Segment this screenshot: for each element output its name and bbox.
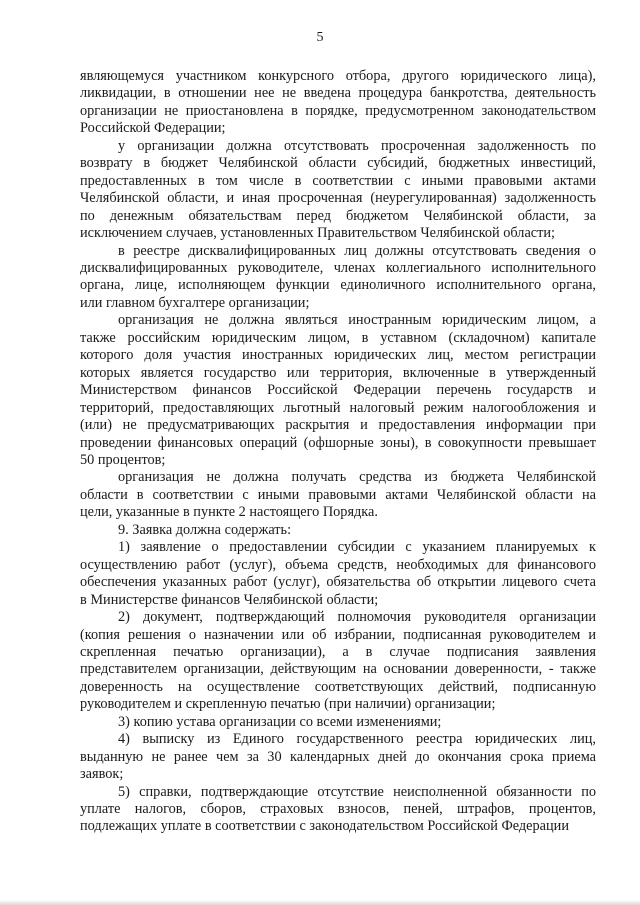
paragraph-line: в реестре дисквалифицированных лиц должны отсутствовать сведения о xyxy=(118,242,596,259)
paragraph-line: или главном бухгалтере организации; xyxy=(80,294,310,311)
paragraph-line: дисквалифицированных руководителе, членах коллегиального исполнительного xyxy=(80,259,596,276)
paragraph xyxy=(80,312,596,469)
paragraph-line: обеспечения указанных работ (услуг), обязательства об открытии лицевого счета xyxy=(80,574,596,591)
paragraph-line: которого доля участия иностранных юридических лиц, местом регистрации xyxy=(80,347,596,364)
paragraph xyxy=(80,68,596,138)
paragraph xyxy=(80,138,596,243)
paragraph-line: которых является государство или территория, включенные в утвержденный xyxy=(80,364,596,381)
paragraph-line: органа, лице, исполняющем функции единоличного исполнительного органа, xyxy=(80,277,596,294)
paragraph-line: (копия решения о назначении или об избрании, подписанная руководителем и xyxy=(80,626,596,643)
paragraph-line: подлежащих уплате в соответствии с законодательством Российской Федерации xyxy=(80,818,569,835)
paragraph-line: Министерством финансов Российской Федерации перечень государств и xyxy=(80,382,596,399)
paragraph-line: 50 процентов; xyxy=(80,451,166,468)
paragraph-line: возврату в бюджет Челябинской области субсидий, бюджетных инвестиций, xyxy=(80,155,596,172)
paragraph-line: доверенность на осуществление соответствующих действий, подписанную xyxy=(80,678,596,695)
paragraph-line: руководителем и скрепленную печатью (при наличии) организации; xyxy=(80,696,496,713)
paragraph-line: Российской Федерации; xyxy=(80,120,226,137)
paragraph-line: заявок; xyxy=(80,766,124,783)
paragraph-line: 3) копию устава организации со всеми изменениями; xyxy=(118,713,442,730)
paragraph xyxy=(80,522,596,539)
paragraph-line: уплате налогов, сборов, страховых взносов, пеней, штрафов, процентов, xyxy=(80,801,596,818)
paragraph-line: области в соответствии с иными правовыми актами Челябинской области на xyxy=(80,486,596,503)
paragraph-line: проведении финансовых операций (офшорные зоны), в совокупности превышает xyxy=(80,434,596,451)
paragraph-line: также российским юридическим лицом, в уставном (складочном) капитале xyxy=(80,329,596,346)
paragraph xyxy=(80,714,596,731)
paragraph-line: организация не должна являться иностранным юридическим лицом, а xyxy=(118,312,596,329)
paragraph-line: Челябинской области, и иная просроченная (неурегулированная) задолженность xyxy=(80,190,596,207)
paragraph-line: 2) документ, подтверждающий полномочия руководителя организации xyxy=(118,609,596,626)
paragraph xyxy=(80,731,596,783)
paragraph-line: территорий, предоставляющих льготный налоговый режим налогообложения и xyxy=(80,399,596,416)
paragraph-line: являющемуся участником конкурсного отбора, другого юридического лица), xyxy=(80,68,596,84)
paragraph-line: организации не приостановлена в порядке, предусмотренном законодательством xyxy=(80,102,596,119)
scan-bottom-edge xyxy=(0,900,640,905)
paragraph-line: цели, указанные в пункте 2 настоящего Порядка. xyxy=(80,504,378,521)
document-body xyxy=(80,68,596,836)
paragraph-line: ликвидации, в отношении нее не введена процедура банкротства, деятельность xyxy=(80,85,596,102)
paragraph-line: исключением случаев, установленных Правительством Челябинской области; xyxy=(80,225,556,242)
paragraph-line: представителем организации, действующим на основании доверенности, - также xyxy=(80,661,596,678)
paragraph-line: по денежным обязательствам перед бюджетом Челябинской области, за xyxy=(80,207,596,224)
paragraph-line: организация не должна получать средства из бюджета Челябинской xyxy=(118,469,596,486)
paragraph xyxy=(80,469,596,521)
paragraph-line: предоставленных в том числе в соответствии с иными правовыми актами xyxy=(80,172,596,189)
paragraph-line: 9. Заявка должна содержать: xyxy=(118,521,292,538)
paragraph-line: выданную не ранее чем за 30 календарных дней до окончания срока приема xyxy=(80,748,596,765)
paragraph-line: в Министерстве финансов Челябинской области; xyxy=(80,591,379,608)
paragraph xyxy=(80,784,596,836)
paragraph-line: 4) выписку из Единого государственного реестра юридических лиц, xyxy=(118,731,596,748)
paragraph xyxy=(80,243,596,313)
paragraph-line: у организации должна отсутствовать просроченная задолженность по xyxy=(118,137,596,154)
paragraph-line: 5) справки, подтверждающие отсутствие неисполненной обязанности по xyxy=(118,783,596,800)
paragraph-line: скрепленная печатью организации), а в случае подписания заявления xyxy=(80,643,596,660)
paragraph-line: (или) не предусматривающих раскрытия и предоставления информации при xyxy=(80,417,596,434)
page-number: 5 xyxy=(316,30,324,45)
paragraph xyxy=(80,609,596,714)
paragraph-line: 1) заявление о предоставлении субсидии с указанием планируемых к xyxy=(118,539,596,556)
paragraph-line: осуществлению работ (услуг), объема средств, необходимых для финансового xyxy=(80,556,596,573)
paragraph xyxy=(80,539,596,609)
